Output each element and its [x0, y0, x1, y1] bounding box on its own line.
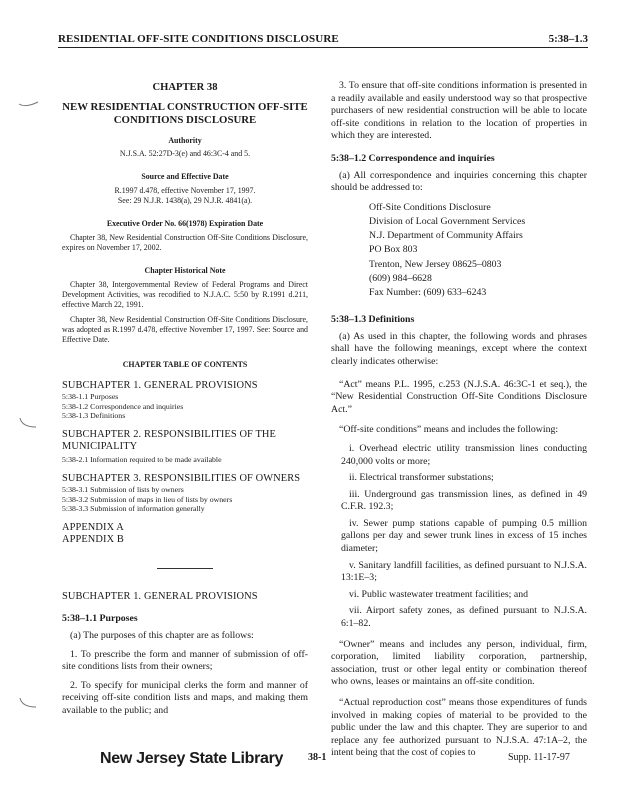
toc-heading: CHAPTER TABLE OF CONTENTS — [122, 360, 248, 370]
toc-item: 5:38-3.1 Submission of lists by owners — [62, 484, 184, 494]
address-line: Division of Local Government Services — [369, 215, 526, 227]
header-section-number: 5:38–1.3 — [548, 33, 588, 45]
punch-mark — [18, 695, 40, 709]
authority-text: N.J.S.A. 52:27D-3(e) and 46:3C-4 and 5. — [119, 149, 251, 159]
definition-list-item: vii. Airport safety zones, as defined pursuant to N.J.S.A. 6:1–82. — [341, 605, 587, 630]
toc-subchapter-2: SUBCHAPTER 2. RESPONSIBILITIES OF THE MUNICIPALITY — [62, 428, 276, 452]
section-heading: 5:38–1.2 Correspondence and inquiries — [331, 152, 495, 164]
punch-mark — [18, 415, 40, 429]
toc-subchapter-1: SUBCHAPTER 1. GENERAL PROVISIONS — [62, 379, 258, 391]
punch-mark — [18, 96, 40, 110]
definition-off-site-conditions: “Off-site conditions” means and includes the following: — [339, 424, 559, 436]
definition-list-item: ii. Electrical transformer substations; — [349, 472, 494, 484]
historical-note-paragraph: Chapter 38, New Residential Construction Off-Site Conditions Disclosure, was adopted as R.1997 d.478, effective November 17, 1997. See: Source and Effective Date. — [62, 314, 308, 344]
header-title: RESIDENTIAL OFF-SITE CONDITIONS DISCLOSURE — [58, 33, 339, 45]
left-column — [62, 82, 308, 718]
section-heading: 5:38–1.1 Purposes — [62, 613, 138, 625]
toc-item: 5:38-1.3 Definitions — [62, 411, 126, 421]
address-line: PO Box 803 — [369, 244, 418, 256]
toc-item: 5:38-3.3 Submission of information generally — [62, 504, 205, 514]
header-rule — [58, 47, 588, 48]
definition-list-item: vi. Public wastewater treatment facilities; and — [349, 588, 529, 600]
source-line: R.1997 d.478, effective November 17, 1997. — [114, 185, 256, 195]
historical-note-heading: Chapter Historical Note — [144, 266, 226, 276]
toc-item: 5:38-3.2 Submission of maps in lieu of lists by owners — [62, 494, 233, 504]
section-divider — [157, 568, 213, 569]
body-paragraph: (a) As used in this chapter, the following words and phrases shall have the following meanings, except where the context clearly indicates otherwise: — [331, 330, 587, 367]
definition-list-item: v. Sanitary landfill facilities, as defined pursuant to N.J.S.A. 13:1E–3; — [341, 559, 587, 584]
toc-item: 5:38-1.2 Correspondence and inquiries — [62, 401, 184, 411]
address-line: Trenton, New Jersey 08625–0803 — [369, 258, 502, 270]
chapter-number: CHAPTER 38 — [152, 82, 218, 93]
authority-heading: Authority — [168, 135, 202, 145]
section-heading: 5:38–1.3 Definitions — [331, 314, 415, 326]
supplement-date: Supp. 11-17-97 — [508, 752, 570, 763]
definition-actual-reproduction-cost: “Actual reproduction cost” means those expenditures of funds involved in making copies of material to be provided to the public under the law and this chapter. They are superior to and replace any fee authorized pursuant to N.J.S.A. 47:1A–2, the intent being that the cost of copies to — [331, 697, 587, 759]
body-paragraph: (a) The purposes of this chapter are as follows: — [70, 629, 254, 641]
body-paragraph: 2. To specify for municipal clerks the form and manner of receiving off-site condition lists and maps, and making them available to the public; and — [62, 679, 308, 716]
definition-list-item: iv. Sewer pump stations capable of pumping 0.5 million gallons per day and sewer trunk lines in excess of 15 inches diameter; — [341, 517, 587, 555]
executive-order-heading: Executive Order No. 66(1978) Expiration Date — [106, 219, 264, 229]
toc-appendix-b: APPENDIX B — [62, 533, 124, 545]
library-stamp: New Jersey State Library — [100, 750, 284, 767]
executive-order-text: Chapter 38, New Residential Construction Off-Site Conditions Disclosure, expires on November 17, 2002. — [62, 232, 308, 253]
address-line: Off-Site Conditions Disclosure — [369, 201, 491, 213]
toc-appendix-a: APPENDIX A — [62, 521, 124, 533]
body-paragraph: 1. To prescribe the form and manner of submission of off-site conditions lists from their owners; — [62, 648, 308, 673]
address-line: Fax Number: (609) 633–6243 — [369, 286, 487, 298]
definition-list-item: iii. Underground gas transmission lines, as defined in 49 C.F.R. 192.3; — [341, 488, 587, 513]
toc-item: 5:38-1.1 Purposes — [62, 392, 119, 401]
right-column — [331, 80, 587, 760]
chapter-title: NEW RESIDENTIAL CONSTRUCTION OFF-SITE CONDITIONS DISCLOSURE — [62, 100, 308, 126]
body-paragraph: (a) All correspondence and inquiries concerning this chapter should be addressed to: — [331, 169, 587, 194]
source-heading: Source and Effective Date — [141, 172, 229, 182]
subchapter-heading: SUBCHAPTER 1. GENERAL PROVISIONS — [62, 591, 258, 603]
definition-owner: “Owner” means and includes any person, individual, firm, corporation, limited liability corporation, partnership, association, trust or other legal entity or combination thereof who owns, leases or maintains an off-site condition. — [331, 638, 587, 688]
definition-act: “Act” means P.L. 1995, c.253 (N.J.S.A. 46:3C-1 et seq.), the “New Residential Construction Off-Site Conditions Disclosure Act.” — [331, 378, 587, 415]
toc-item: 5:38-2.1 Information required to be made available — [62, 455, 222, 465]
address-line: N.J. Department of Community Affairs — [369, 230, 523, 242]
source-line: See: 29 N.J.R. 1438(a), 29 N.J.R. 4841(a). — [117, 196, 253, 206]
page-number: 38-1 — [308, 752, 327, 763]
body-paragraph: 3. To ensure that off-site conditions information is presented in a readily available and easily understood way so that prospective purchasers of new residential construction will be able to locate off-site conditions in relation to the location of properties in which they are interested. — [331, 80, 587, 142]
definition-list-item: i. Overhead electric utility transmission lines conducting 240,000 volts or more; — [341, 442, 587, 467]
historical-note-paragraph: Chapter 38, Intergovernmental Review of Federal Programs and Direct Development Activities, was recodified to N.J.A.C. 5:50 by R.1991 d.211, effective March 22, 1991. — [62, 279, 308, 310]
toc-subchapter-3: SUBCHAPTER 3. RESPONSIBILITIES OF OWNERS — [62, 472, 301, 484]
address-line: (609) 984–6628 — [369, 272, 432, 284]
mailing-address — [331, 201, 587, 300]
